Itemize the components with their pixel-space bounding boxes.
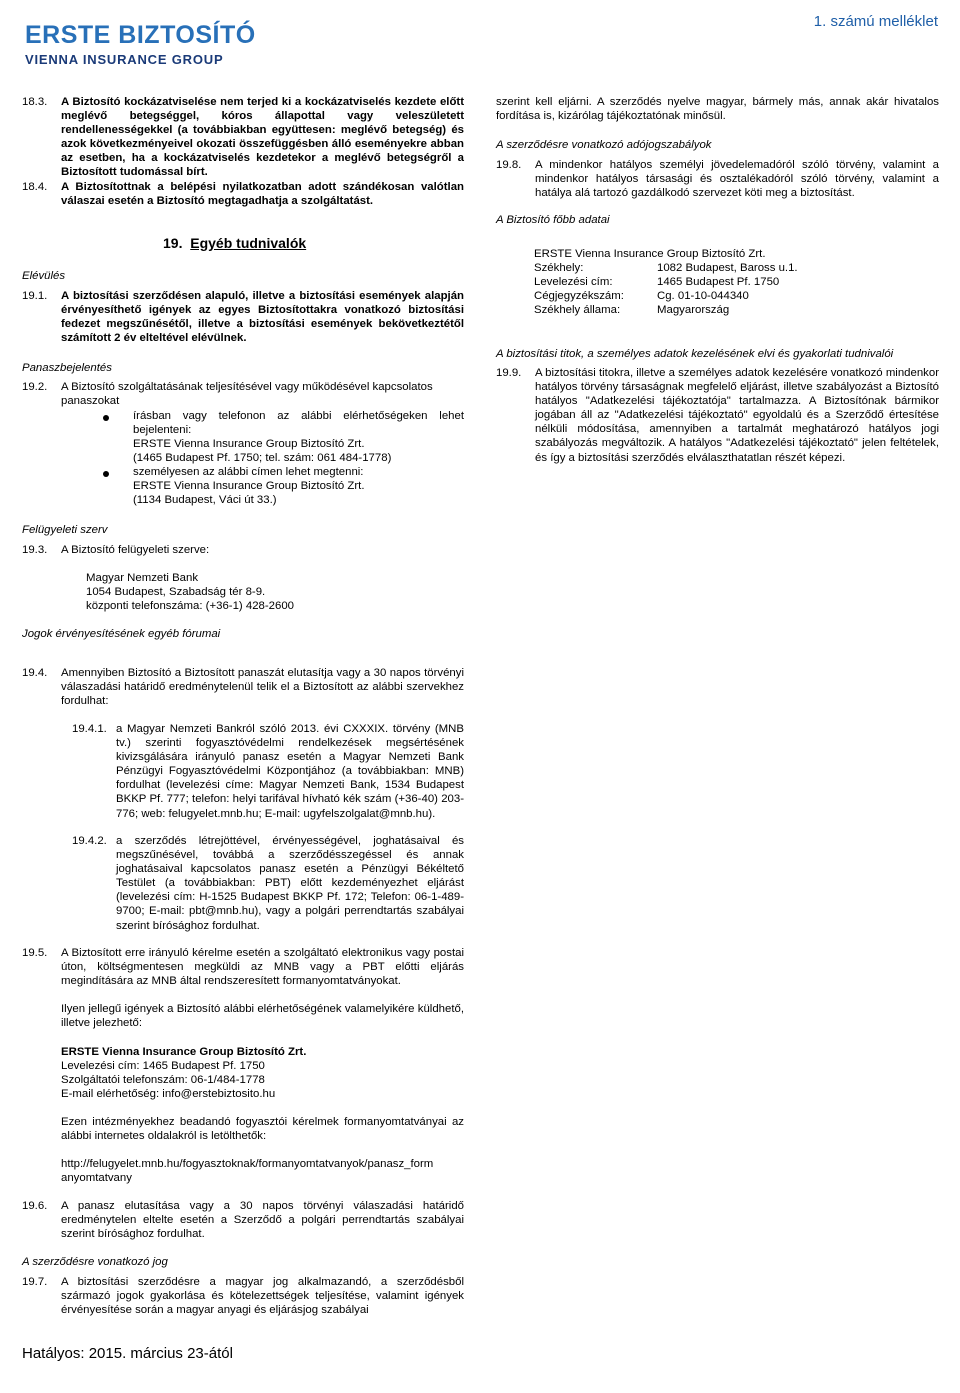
mnb-address: Magyar Nemzeti Bank 1054 Budapest, Szabadság tér 8-9. központi telefonszáma: (+36-1) 428-2600 xyxy=(86,572,295,613)
company-logo: ERSTE BIZTOSÍTÓ xyxy=(25,21,256,49)
heading-panaszbejelentes: Panaszbejelentés xyxy=(22,362,112,374)
paragraph-19-8: 19.8. A mindenkor hatályos személyi jövedelemadóról szóló törvény, valamint a mindenkor hatályos társasági és osztalékadóról szóló törvény, valamint a hatálya alá tartozó gazdálkodó szervezet köti meg a biztosítást. xyxy=(496,159,939,200)
heading-insurer-data: A Biztosító főbb adatai xyxy=(496,214,610,226)
paragraph-19-9: 19.9. A biztosítási titokra, illetve a személyes adatok kezelésére vonatkozó mindenkor hatályos törvény társaságnak megfelelő eljárást, illetve szabályozást a Biztosító hatályos "Adatkezelési tájékoztatója" tartalmazza. A Biztosítónak bármikor jogában áll az "Adatkezelési tájékoztató" egyoldalú és a Szerződő értesítése nélküli módosítása, amennyiben a tartalmát meghatározó hatályos jogi szabályozás megváltozik. A hatályos "Adatkezelési tájékoztató" jelen feltételek, és így a biztosítási szerződés elválaszthatatlan részét képezi. xyxy=(496,367,939,464)
paragraph-19-5-forms: Ezen intézményekhez beadandó fogyasztói kérelmek formanyomtatványai az alábbi internetes oldalakról is letölthetők: xyxy=(61,1116,464,1143)
bullet-icon xyxy=(103,415,109,421)
heading-tax-law: A szerződésre vonatkozó adójogszabályok xyxy=(496,139,712,151)
complaint-option-written: írásban vagy telefonon az alábbi elérhetőségeken lehet bejelenteni: ERSTE Vienna Insurance Group Biztosító Zrt. (1465 Budapest Pf. 1750; tel. szám: 061 484-1778) xyxy=(133,410,464,465)
paragraph-18-4: 18.4. A Biztosítottnak a belépési nyilatkozatban adott szándékosan valótlan válaszai esetén a Biztosító megtagadhatja a szolgáltatást. xyxy=(22,181,464,208)
company-logo-subtitle: VIENNA INSURANCE GROUP xyxy=(25,52,224,67)
forms-link[interactable]: http://felugyelet.mnb.hu/fogyasztoknak/formanyomtatvanyok/panasz_form anyomtatvany xyxy=(61,1158,434,1185)
section-heading: 19. Egyéb tudnivalók xyxy=(163,235,307,251)
annex-label: 1. számú melléklet xyxy=(813,13,938,30)
heading-data-protection: A biztosítási titok, a személyes adatok kezelésének elvi és gyakorlati tudnivalói xyxy=(496,348,894,360)
paragraph-19-4: 19.4. Amennyiben Biztosító a Biztosított panaszát elutasítja vagy a 30 napos törvényi válaszadási határidő eredménytelenül telik el a Biztosított az alábbi szervekhez fordulhat: xyxy=(22,667,464,708)
paragraph-19-4-1: 19.4.1. a Magyar Nemzeti Bankról szóló 2013. évi CXXXIX. törvény (MNB tv.) szerinti fogyasztóvédelmi rendelkezések megsértésének kivizsgálására irányuló panasz esetén a Magyar Nemzeti Bank Pénzügyi Fogyasztóvédelmi Központjához (a továbbiakban: MNB) fordulhat (levelezési címe: Magyar Nemzeti Bank, 1534 Budapest BKKP Pf. 777; telefon: helyi tarifával hívható kék szám (+36-40) 203-776; web: felugyelet.mnb.hu; E-mail: ugyfelszolgalat@mnb.hu). xyxy=(72,723,464,820)
paragraph-19-6: 19.6. A panasz elutasítása vagy a 30 napos törvényi válaszadási határidő eredménytelen eltelte esetén a Szerződő a polgári perrendtartás szabályai szerint bírósághoz fordulhat. xyxy=(22,1200,464,1241)
contact-block: ERSTE Vienna Insurance Group Biztosító Zrt. Levelezési cím: 1465 Budapest Pf. 1750 Szolgáltatói telefonszám: 06-1/484-1778 E-mail elérhetőség: info@erstebiztosito.hu xyxy=(61,1046,307,1101)
heading-forums: Jogok érvényesítésének egyéb fórumai xyxy=(22,628,221,640)
paragraph-19-5: 19.5. A Biztosított erre irányuló kérelme esetén a szolgáltató elektronikus vagy postai úton, költségmentesen megküldi az MNB vagy a PBT előtti eljárás megindítására az MNB által rendszeresített formanyomtatványokat. xyxy=(22,947,464,988)
paragraph-19-2: 19.2. A Biztosító szolgáltatásának teljesítésével vagy működésével kapcsolatos panaszokat xyxy=(22,381,433,408)
paragraph-19-5-contact-intro: Ilyen jellegű igények a Biztosító alábbi elérhetőségének valamelyikére küldhető, illetve jelezhető: xyxy=(61,1003,464,1030)
heading-felugyeleti-szerv: Felügyeleti szerv xyxy=(22,524,108,536)
paragraph-19-4-2: 19.4.2. a szerződés létrejöttével, érvényességével, joghatásaival és megszűnésével, továbbá a szerződésszegéssel és annak joghatásaival kapcsolatos panasz esetén a Pénzügyi Békéltető Testület (a továbbiakban: PBT) előtt kezdeményezhet eljárást (levelezési cím: H-1525 Budapest BKKP Pf. 172; Telefon: 06-1-489-9700; E-mail: pbt@mnb.hu), vagy a polgári perrendtartás szabályai szerint bírósághoz fordulhat. xyxy=(72,835,464,932)
insurer-data-row: Cégjegyzékszám: Cg. 01-10-044340 xyxy=(534,290,749,303)
insurer-data-row: Székhely: 1082 Budapest, Baross u.1. xyxy=(534,262,798,275)
effective-date: Hatályos: 2015. március 23-ától xyxy=(22,1345,233,1362)
insurer-data-row: Levelezési cím: 1465 Budapest Pf. 1750 xyxy=(534,276,780,289)
heading-applicable-law: A szerződésre vonatkozó jog xyxy=(22,1256,168,1268)
paragraph-19-7-continued: szerint kell eljárni. A szerződés nyelve magyar, bármely más, annak akár hivatalos fordítása is, kizárólag tájékoztatónak minősül. xyxy=(496,96,939,123)
bullet-icon xyxy=(103,471,109,477)
heading-elevules: Elévülés xyxy=(22,270,66,282)
complaint-option-personal: személyesen az alábbi címen lehet megtenni: ERSTE Vienna Insurance Group Biztosító Zrt. (1134 Budapest, Váci út 33.) xyxy=(133,466,365,507)
paragraph-19-7: 19.7. A biztosítási szerződésre a magyar jog alkalmazandó, a szerződésből származó jogok gyakorlása és kötelezettségek teljesítése, valamint igények érvényesítése során a magyar anyagi és eljárásjog szabályai xyxy=(22,1276,464,1317)
paragraph-18-3: 18.3. A Biztosító kockázatviselése nem terjed ki a kockázatviselés kezdete előtt meglévő betegséggel, kóros állapottal vagy veleszületett rendellenességekkel (a továbbiakban együttesen: meglévő betegség) és azok következményeivel okozati összefüggésben álló eseményekre abban az esetben, ha a kockázatviselés kezdetekor a meglévő betegségről a Biztosított tudomással bírt. xyxy=(22,96,464,179)
insurer-data-block: ERSTE Vienna Insurance Group Biztosító Zrt. Székhely: 1082 Budapest, Baross u.1. Levelezési cím: 1465 Budapest Pf. 1750 Cégjegyzékszám: Cg. 01-10-044340 Székhely állama: Magyarország xyxy=(534,247,939,317)
paragraph-19-3: 19.3. A Biztosító felügyeleti szerve: xyxy=(22,544,210,556)
paragraph-19-1: 19.1. A biztosítási szerződésen alapuló, illetve a biztosítási események alapján érvényesíthető igények az egyes Biztosítottakra vonatkozó biztosítási fedezet megszűnésétől, illetve a biztosítási események bekövetkeztétől számított 2 év elteltével elévülnek. xyxy=(22,290,464,345)
insurer-data-row: Székhely állama: Magyarország xyxy=(534,304,730,317)
